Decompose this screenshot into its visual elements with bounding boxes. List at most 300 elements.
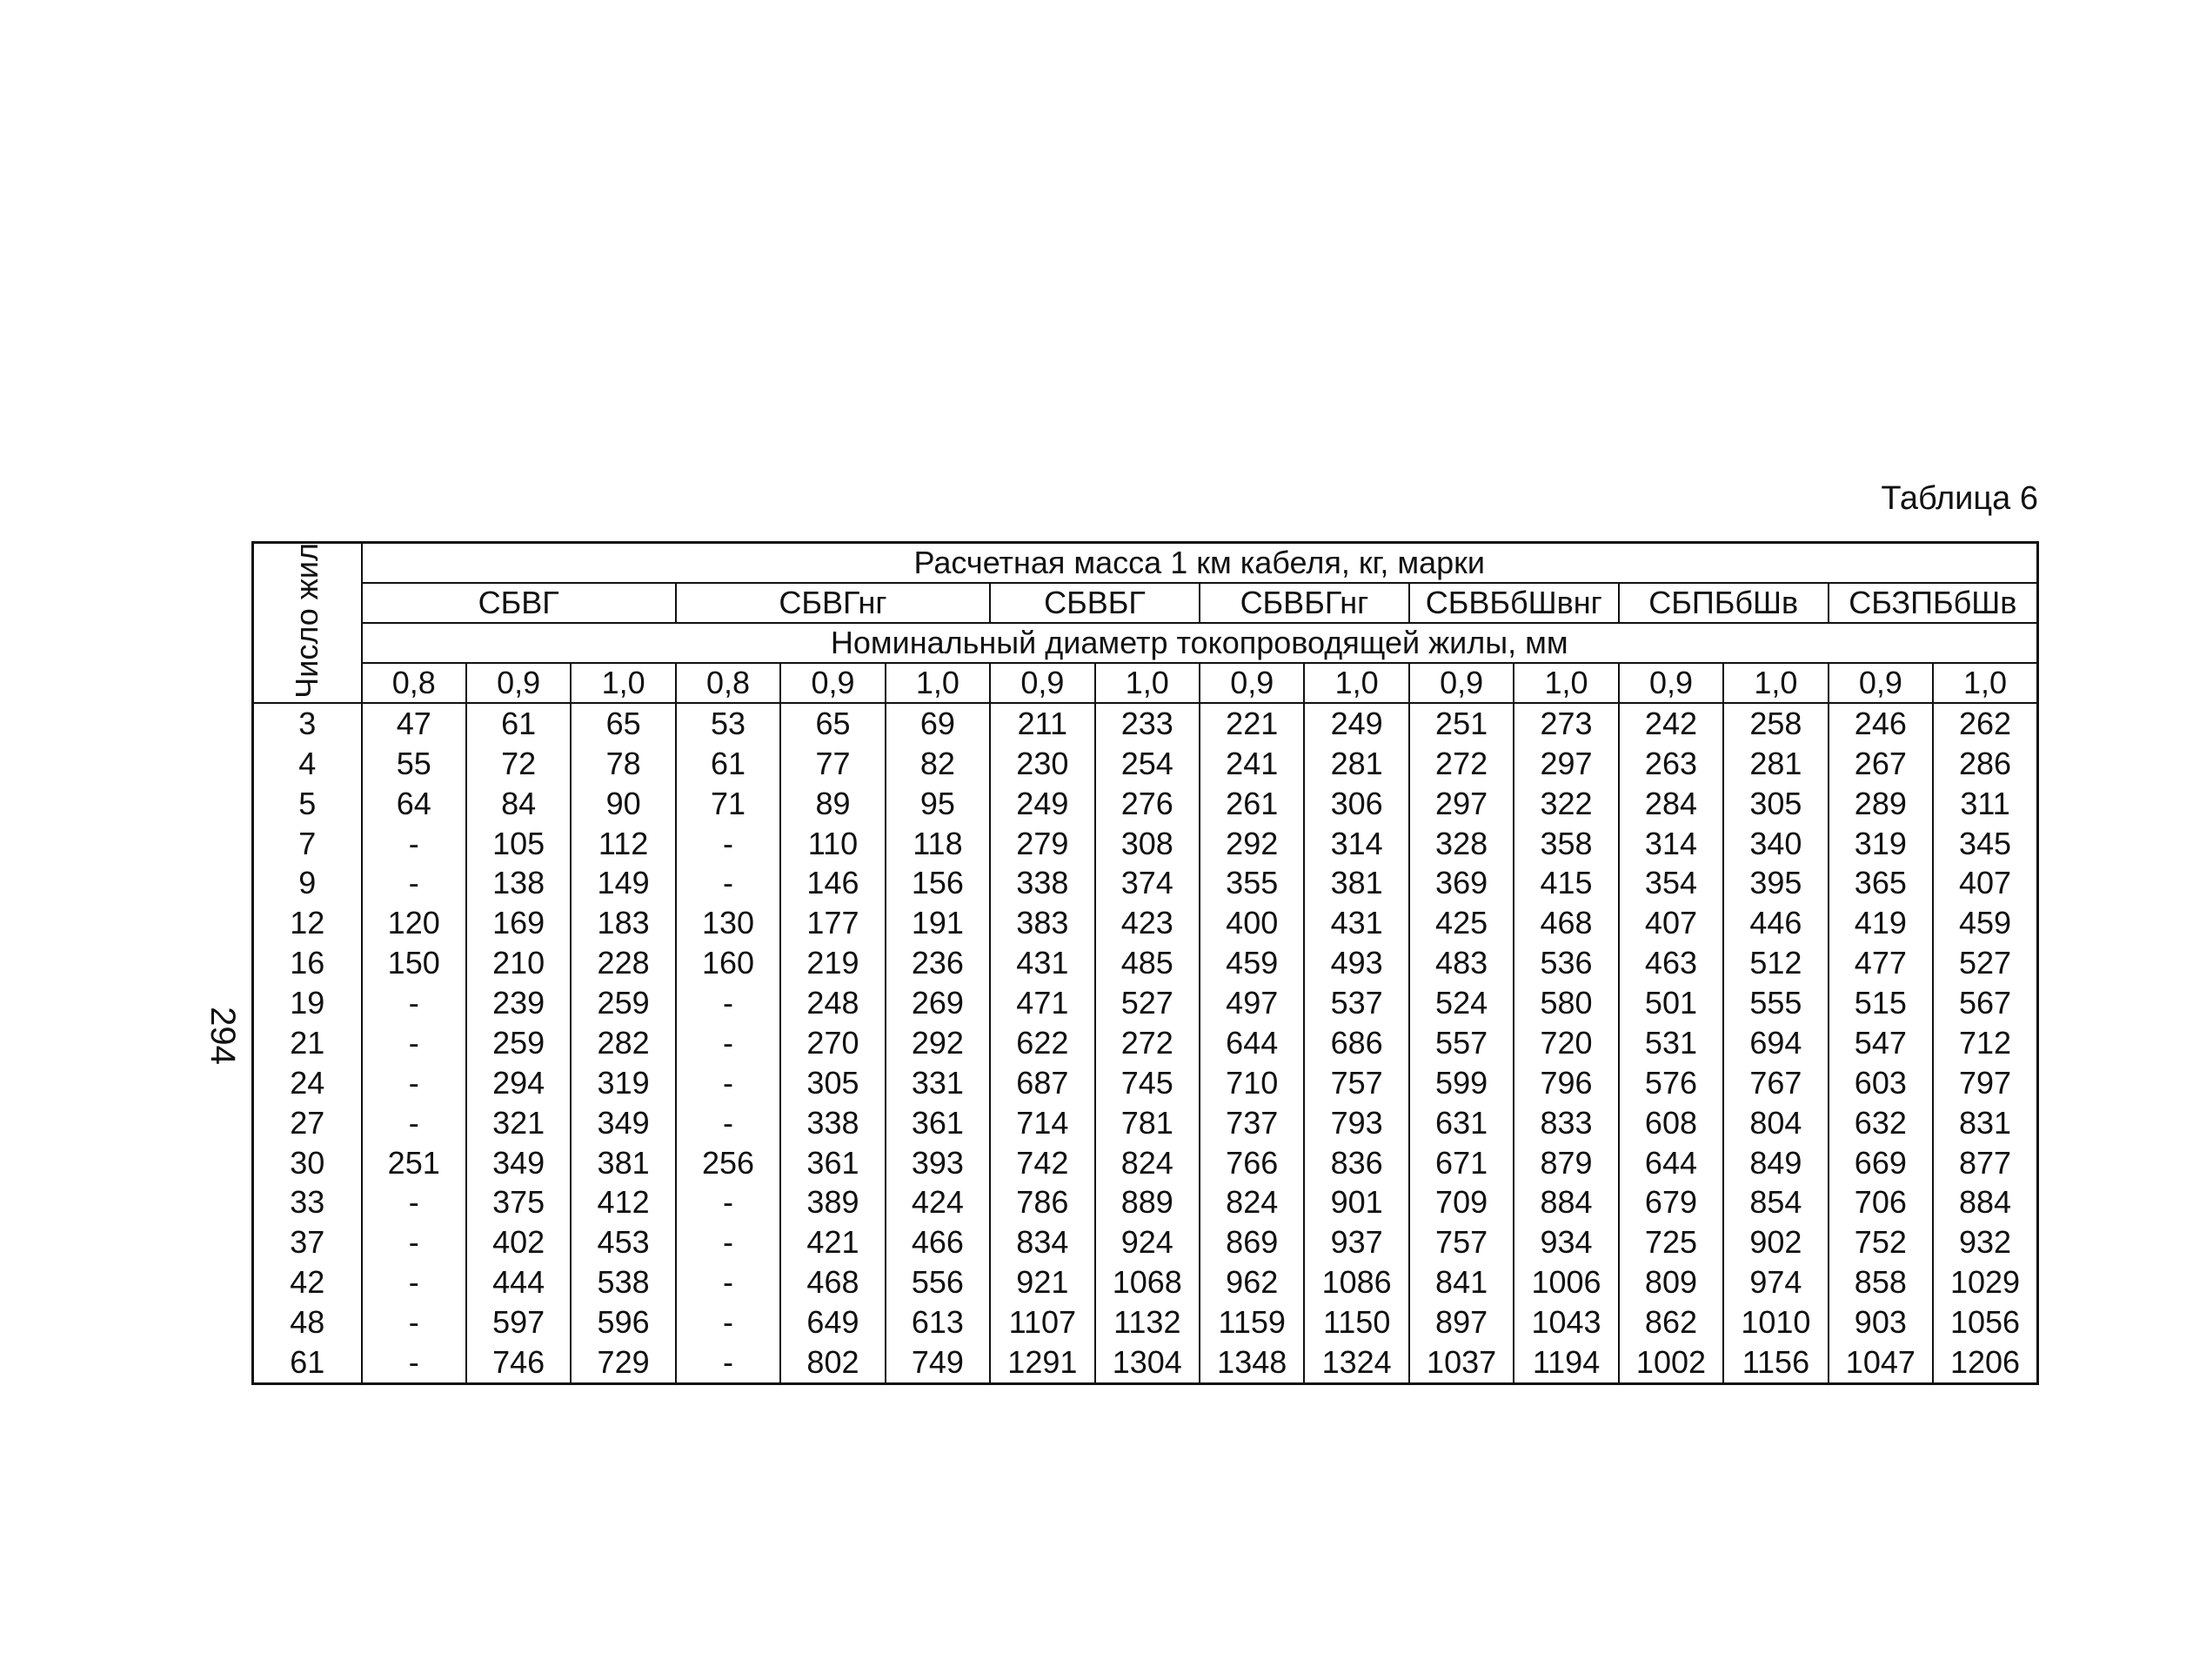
mass-cell: 757 bbox=[1409, 1222, 1514, 1262]
mass-cell: 61 bbox=[466, 703, 571, 744]
core-count-cell: 61 bbox=[253, 1342, 362, 1384]
mass-cell: 597 bbox=[466, 1302, 571, 1342]
mass-cell: 349 bbox=[571, 1103, 675, 1143]
mass-cell: 338 bbox=[780, 1103, 885, 1143]
mass-cell: 118 bbox=[886, 824, 990, 864]
mass-cell: 767 bbox=[1723, 1063, 1828, 1103]
mass-cell: 804 bbox=[1723, 1103, 1828, 1143]
mass-cell: 608 bbox=[1619, 1103, 1723, 1143]
mass-cell: 477 bbox=[1829, 943, 1933, 983]
mass-cell: 395 bbox=[1723, 864, 1828, 904]
mass-cell: 1156 bbox=[1723, 1342, 1828, 1384]
mass-cell: 89 bbox=[780, 784, 885, 824]
mass-cell: 1037 bbox=[1409, 1342, 1514, 1384]
mass-cell: 1291 bbox=[990, 1342, 1094, 1384]
mass-cell: 547 bbox=[1829, 1023, 1933, 1063]
mass-cell: 319 bbox=[1829, 824, 1933, 864]
mass-cell: 537 bbox=[1304, 983, 1408, 1023]
mass-cell: 809 bbox=[1619, 1262, 1723, 1302]
mass-cell: 105 bbox=[466, 824, 571, 864]
core-count-cell: 24 bbox=[253, 1063, 362, 1103]
mass-cell: 64 bbox=[362, 784, 466, 824]
mass-cell: 1324 bbox=[1304, 1342, 1408, 1384]
mass-cell: 603 bbox=[1829, 1063, 1933, 1103]
table-row bbox=[253, 703, 2038, 744]
diameter-header: 0,8 bbox=[362, 663, 466, 703]
mass-cell: 65 bbox=[571, 703, 675, 744]
mass-cell: 251 bbox=[1409, 703, 1514, 744]
mass-cell: 120 bbox=[362, 903, 466, 943]
mass-cell: 669 bbox=[1829, 1143, 1933, 1183]
mass-cell: 305 bbox=[1723, 784, 1828, 824]
mass-cell: 314 bbox=[1304, 824, 1408, 864]
mass-cell: 261 bbox=[1200, 784, 1304, 824]
mass-cell: - bbox=[362, 824, 466, 864]
mass-cell: - bbox=[676, 1342, 780, 1384]
mass-cell: 254 bbox=[1095, 744, 1200, 784]
mass-cell: 527 bbox=[1933, 943, 2037, 983]
mass-cell: 71 bbox=[676, 784, 780, 824]
mass-cell: 710 bbox=[1200, 1063, 1304, 1103]
diameter-header: 1,0 bbox=[1933, 663, 2037, 703]
mass-cell: 468 bbox=[780, 1262, 885, 1302]
table-row bbox=[253, 1103, 2038, 1143]
brand-header: СБВБГ bbox=[990, 583, 1200, 623]
mass-cell: 400 bbox=[1200, 903, 1304, 943]
mass-cell: 649 bbox=[780, 1302, 885, 1342]
mass-cell: 849 bbox=[1723, 1143, 1828, 1183]
mass-cell: 1194 bbox=[1514, 1342, 1618, 1384]
mass-cell: 72 bbox=[466, 744, 571, 784]
diameter-header: 0,9 bbox=[466, 663, 571, 703]
brand-header: СБВБбШвнг bbox=[1409, 583, 1619, 623]
mass-cell: 281 bbox=[1723, 744, 1828, 784]
mass-cell: 156 bbox=[886, 864, 990, 904]
mass-cell: 305 bbox=[780, 1063, 885, 1103]
brand-header: СБВГнг bbox=[676, 583, 990, 623]
mass-cell: - bbox=[676, 824, 780, 864]
mass-cell: 752 bbox=[1829, 1222, 1933, 1262]
mass-cell: 729 bbox=[571, 1342, 675, 1384]
mass-cell: 555 bbox=[1723, 983, 1828, 1023]
table-row bbox=[253, 1023, 2038, 1063]
mass-cell: - bbox=[362, 864, 466, 904]
mass-cell: 796 bbox=[1514, 1063, 1618, 1103]
core-count-cell: 3 bbox=[253, 703, 362, 744]
mass-cell: 567 bbox=[1933, 983, 2037, 1023]
diameter-header: 1,0 bbox=[1304, 663, 1408, 703]
diameter-subtitle: Номинальный диаметр токопроводящей жилы, мм bbox=[362, 623, 2038, 663]
mass-cell: 393 bbox=[886, 1143, 990, 1183]
mass-cell: 361 bbox=[780, 1143, 885, 1183]
mass-cell: 415 bbox=[1514, 864, 1618, 904]
table-row bbox=[253, 903, 2038, 943]
mass-cell: 423 bbox=[1095, 903, 1200, 943]
mass-cell: 321 bbox=[466, 1103, 571, 1143]
mass-cell: 383 bbox=[990, 903, 1094, 943]
mass-cell: 737 bbox=[1200, 1103, 1304, 1143]
core-count-cell: 21 bbox=[253, 1023, 362, 1063]
mass-cell: 824 bbox=[1200, 1183, 1304, 1223]
mass-cell: 1010 bbox=[1723, 1302, 1828, 1342]
mass-cell: 1304 bbox=[1095, 1342, 1200, 1384]
mass-cell: 1348 bbox=[1200, 1342, 1304, 1384]
mass-cell: 459 bbox=[1200, 943, 1304, 983]
mass-cell: 459 bbox=[1933, 903, 2037, 943]
core-count-cell: 27 bbox=[253, 1103, 362, 1143]
mass-cell: 421 bbox=[780, 1222, 885, 1262]
core-count-cell: 7 bbox=[253, 824, 362, 864]
mass-cell: 236 bbox=[886, 943, 990, 983]
mass-cell: 501 bbox=[1619, 983, 1723, 1023]
diameter-header: 1,0 bbox=[1723, 663, 1828, 703]
mass-cell: 884 bbox=[1514, 1183, 1618, 1223]
mass-cell: 599 bbox=[1409, 1063, 1514, 1103]
mass-cell: 322 bbox=[1514, 784, 1618, 824]
mass-cell: 319 bbox=[571, 1063, 675, 1103]
mass-cell: 877 bbox=[1933, 1143, 2037, 1183]
row-header-label: Число жил bbox=[289, 542, 325, 699]
core-count-cell: 16 bbox=[253, 943, 362, 983]
table-row bbox=[253, 1183, 2038, 1223]
mass-cell: 471 bbox=[990, 983, 1094, 1023]
mass-cell: 706 bbox=[1829, 1183, 1933, 1223]
mass-cell: 824 bbox=[1095, 1143, 1200, 1183]
diameter-header: 1,0 bbox=[1514, 663, 1618, 703]
mass-cell: 402 bbox=[466, 1222, 571, 1262]
core-count-cell: 30 bbox=[253, 1143, 362, 1183]
mass-cell: 361 bbox=[886, 1103, 990, 1143]
mass-cell: 292 bbox=[886, 1023, 990, 1063]
mass-cell: 497 bbox=[1200, 983, 1304, 1023]
mass-cell: 292 bbox=[1200, 824, 1304, 864]
mass-cell: 306 bbox=[1304, 784, 1408, 824]
mass-cell: 375 bbox=[466, 1183, 571, 1223]
diameter-header: 0,9 bbox=[1829, 663, 1933, 703]
mass-cell: 858 bbox=[1829, 1262, 1933, 1302]
table-row bbox=[253, 784, 2038, 824]
diameter-header: 0,9 bbox=[1200, 663, 1304, 703]
mass-cell: 419 bbox=[1829, 903, 1933, 943]
mass-cell: - bbox=[362, 1063, 466, 1103]
mass-cell: 687 bbox=[990, 1063, 1094, 1103]
table-row bbox=[253, 1262, 2038, 1302]
mass-cell: 389 bbox=[780, 1183, 885, 1223]
mass-cell: 444 bbox=[466, 1262, 571, 1302]
mass-cell: 82 bbox=[886, 744, 990, 784]
mass-cell: 262 bbox=[1933, 703, 2037, 744]
mass-cell: 374 bbox=[1095, 864, 1200, 904]
mass-cell: 781 bbox=[1095, 1103, 1200, 1143]
mass-cell: 631 bbox=[1409, 1103, 1514, 1143]
mass-cell: 596 bbox=[571, 1302, 675, 1342]
mass-cell: 286 bbox=[1933, 744, 2037, 784]
diameter-header: 0,8 bbox=[676, 663, 780, 703]
mass-cell: 331 bbox=[886, 1063, 990, 1103]
mass-cell: - bbox=[362, 1262, 466, 1302]
mass-cell: 1002 bbox=[1619, 1342, 1723, 1384]
mass-cell: 884 bbox=[1933, 1183, 2037, 1223]
mass-cell: 841 bbox=[1409, 1262, 1514, 1302]
mass-cell: 259 bbox=[466, 1023, 571, 1063]
mass-cell: 90 bbox=[571, 784, 675, 824]
core-count-cell: 48 bbox=[253, 1302, 362, 1342]
mass-cell: 308 bbox=[1095, 824, 1200, 864]
table-row bbox=[253, 1143, 2038, 1183]
diameter-header: 1,0 bbox=[571, 663, 675, 703]
mass-cell: 686 bbox=[1304, 1023, 1408, 1063]
mass-cell: 77 bbox=[780, 744, 885, 784]
mass-cell: 493 bbox=[1304, 943, 1408, 983]
mass-cell: 242 bbox=[1619, 703, 1723, 744]
mass-cell: 1043 bbox=[1514, 1302, 1618, 1342]
mass-cell: 282 bbox=[571, 1023, 675, 1063]
mass-cell: 279 bbox=[990, 824, 1094, 864]
brand-header: СБЗПБбШв bbox=[1829, 583, 2038, 623]
mass-cell: 836 bbox=[1304, 1143, 1408, 1183]
mass-cell: 1086 bbox=[1304, 1262, 1408, 1302]
mass-cell: 446 bbox=[1723, 903, 1828, 943]
mass-cell: 538 bbox=[571, 1262, 675, 1302]
mass-cell: 512 bbox=[1723, 943, 1828, 983]
mass-cell: 149 bbox=[571, 864, 675, 904]
mass-cell: 314 bbox=[1619, 824, 1723, 864]
mass-cell: 1132 bbox=[1095, 1302, 1200, 1342]
mass-cell: 901 bbox=[1304, 1183, 1408, 1223]
mass-cell: 431 bbox=[1304, 903, 1408, 943]
mass-cell: 425 bbox=[1409, 903, 1514, 943]
mass-cell: 527 bbox=[1095, 983, 1200, 1023]
mass-cell: - bbox=[676, 1183, 780, 1223]
diameter-header: 1,0 bbox=[886, 663, 990, 703]
table-row bbox=[253, 1302, 2038, 1342]
mass-cell: 424 bbox=[886, 1183, 990, 1223]
mass-cell: 412 bbox=[571, 1183, 675, 1223]
mass-cell: 1206 bbox=[1933, 1342, 2037, 1384]
mass-cell: - bbox=[676, 1222, 780, 1262]
mass-cell: 354 bbox=[1619, 864, 1723, 904]
mass-cell: 679 bbox=[1619, 1183, 1723, 1223]
mass-cell: 219 bbox=[780, 943, 885, 983]
mass-cell: 742 bbox=[990, 1143, 1094, 1183]
diameter-row bbox=[253, 663, 2038, 703]
mass-cell: 177 bbox=[780, 903, 885, 943]
table-caption: Таблица 6 bbox=[1881, 480, 2038, 517]
mass-cell: 258 bbox=[1723, 703, 1828, 744]
mass-cell: 536 bbox=[1514, 943, 1618, 983]
core-count-cell: 19 bbox=[253, 983, 362, 1023]
table-row bbox=[253, 1063, 2038, 1103]
page-number: 294 bbox=[203, 1007, 242, 1065]
mass-cell: 146 bbox=[780, 864, 885, 904]
mass-cell: 671 bbox=[1409, 1143, 1514, 1183]
mass-cell: 714 bbox=[990, 1103, 1094, 1143]
mass-cell: 289 bbox=[1829, 784, 1933, 824]
mass-cell: 712 bbox=[1933, 1023, 2037, 1063]
cable-mass-table bbox=[251, 541, 2039, 1385]
mass-cell: 273 bbox=[1514, 703, 1618, 744]
mass-cell: 802 bbox=[780, 1342, 885, 1384]
mass-cell: 903 bbox=[1829, 1302, 1933, 1342]
mass-cell: - bbox=[362, 1183, 466, 1223]
mass-cell: 365 bbox=[1829, 864, 1933, 904]
table-row bbox=[253, 1342, 2038, 1384]
mass-cell: 632 bbox=[1829, 1103, 1933, 1143]
mass-cell: - bbox=[676, 1103, 780, 1143]
mass-cell: 340 bbox=[1723, 824, 1828, 864]
mass-cell: 230 bbox=[990, 744, 1094, 784]
mass-cell: 407 bbox=[1619, 903, 1723, 943]
mass-cell: 338 bbox=[990, 864, 1094, 904]
mass-cell: 557 bbox=[1409, 1023, 1514, 1063]
mass-cell: 1056 bbox=[1933, 1302, 2037, 1342]
mass-cell: 831 bbox=[1933, 1103, 2037, 1143]
mass-cell: 1159 bbox=[1200, 1302, 1304, 1342]
mass-cell: 221 bbox=[1200, 703, 1304, 744]
mass-cell: 284 bbox=[1619, 784, 1723, 824]
mass-cell: 556 bbox=[886, 1262, 990, 1302]
mass-cell: 55 bbox=[362, 744, 466, 784]
table-row bbox=[253, 983, 2038, 1023]
mass-cell: 267 bbox=[1829, 744, 1933, 784]
brand-header: СБВГ bbox=[362, 583, 676, 623]
mass-cell: - bbox=[362, 1103, 466, 1143]
mass-cell: 249 bbox=[1304, 703, 1408, 744]
table-row bbox=[253, 824, 2038, 864]
mass-cell: 1006 bbox=[1514, 1262, 1618, 1302]
mass-cell: 150 bbox=[362, 943, 466, 983]
mass-cell: 924 bbox=[1095, 1222, 1200, 1262]
mass-cell: 746 bbox=[466, 1342, 571, 1384]
core-count-cell: 33 bbox=[253, 1183, 362, 1223]
diameter-header: 1,0 bbox=[1095, 663, 1200, 703]
mass-cell: 263 bbox=[1619, 744, 1723, 784]
diameter-header: 0,9 bbox=[1619, 663, 1723, 703]
mass-cell: 191 bbox=[886, 903, 990, 943]
mass-cell: 902 bbox=[1723, 1222, 1828, 1262]
core-count-cell: 5 bbox=[253, 784, 362, 824]
mass-cell: 468 bbox=[1514, 903, 1618, 943]
mass-cell: 211 bbox=[990, 703, 1094, 744]
mass-cell: 297 bbox=[1409, 784, 1514, 824]
table-row bbox=[253, 744, 2038, 784]
mass-cell: 53 bbox=[676, 703, 780, 744]
mass-cell: 622 bbox=[990, 1023, 1094, 1063]
mass-cell: 281 bbox=[1304, 744, 1408, 784]
mass-cell: 862 bbox=[1619, 1302, 1723, 1342]
mass-cell: 270 bbox=[780, 1023, 885, 1063]
mass-cell: 311 bbox=[1933, 784, 2037, 824]
mass-cell: 720 bbox=[1514, 1023, 1618, 1063]
table-row bbox=[253, 1222, 2038, 1262]
mass-cell: 869 bbox=[1200, 1222, 1304, 1262]
mass-cell: 725 bbox=[1619, 1222, 1723, 1262]
mass-cell: 84 bbox=[466, 784, 571, 824]
mass-cell: 483 bbox=[1409, 943, 1514, 983]
mass-cell: 249 bbox=[990, 784, 1094, 824]
mass-cell: 466 bbox=[886, 1222, 990, 1262]
row-header-cell bbox=[253, 543, 362, 704]
mass-cell: - bbox=[676, 1023, 780, 1063]
mass-cell: 613 bbox=[886, 1302, 990, 1342]
mass-cell: 407 bbox=[1933, 864, 2037, 904]
mass-cell: 932 bbox=[1933, 1222, 2037, 1262]
mass-cell: 272 bbox=[1095, 1023, 1200, 1063]
mass-cell: 515 bbox=[1829, 983, 1933, 1023]
mass-cell: 241 bbox=[1200, 744, 1304, 784]
mass-cell: 833 bbox=[1514, 1103, 1618, 1143]
mass-cell: 210 bbox=[466, 943, 571, 983]
mass-cell: 962 bbox=[1200, 1262, 1304, 1302]
mass-cell: 272 bbox=[1409, 744, 1514, 784]
mass-cell: 183 bbox=[571, 903, 675, 943]
core-count-cell: 4 bbox=[253, 744, 362, 784]
mass-cell: 138 bbox=[466, 864, 571, 904]
mass-cell: 937 bbox=[1304, 1222, 1408, 1262]
mass-cell: 1047 bbox=[1829, 1342, 1933, 1384]
mass-cell: 431 bbox=[990, 943, 1094, 983]
mass-cell: 644 bbox=[1200, 1023, 1304, 1063]
mass-cell: 355 bbox=[1200, 864, 1304, 904]
mass-cell: 345 bbox=[1933, 824, 2037, 864]
mass-cell: 369 bbox=[1409, 864, 1514, 904]
mass-cell: 580 bbox=[1514, 983, 1618, 1023]
diameter-header: 0,9 bbox=[780, 663, 885, 703]
core-count-cell: 42 bbox=[253, 1262, 362, 1302]
mass-cell: 269 bbox=[886, 983, 990, 1023]
mass-cell: 524 bbox=[1409, 983, 1514, 1023]
mass-cell: 349 bbox=[466, 1143, 571, 1183]
brand-header: СБПБбШв bbox=[1619, 583, 1829, 623]
table-body bbox=[253, 703, 2038, 1384]
mass-cell: 61 bbox=[676, 744, 780, 784]
core-count-cell: 37 bbox=[253, 1222, 362, 1262]
mass-cell: 485 bbox=[1095, 943, 1200, 983]
mass-cell: 1068 bbox=[1095, 1262, 1200, 1302]
mass-cell: 160 bbox=[676, 943, 780, 983]
diameter-header: 0,9 bbox=[1409, 663, 1514, 703]
mass-cell: 879 bbox=[1514, 1143, 1618, 1183]
mass-cell: - bbox=[362, 983, 466, 1023]
mass-cell: 531 bbox=[1619, 1023, 1723, 1063]
mass-cell: 934 bbox=[1514, 1222, 1618, 1262]
mass-cell: 248 bbox=[780, 983, 885, 1023]
mass-cell: 766 bbox=[1200, 1143, 1304, 1183]
mass-cell: - bbox=[362, 1023, 466, 1063]
mass-cell: 233 bbox=[1095, 703, 1200, 744]
mass-cell: 834 bbox=[990, 1222, 1094, 1262]
mass-cell: 95 bbox=[886, 784, 990, 824]
mass-cell: - bbox=[362, 1342, 466, 1384]
mass-cell: 381 bbox=[571, 1143, 675, 1183]
mass-cell: 78 bbox=[571, 744, 675, 784]
mass-cell: 644 bbox=[1619, 1143, 1723, 1183]
mass-cell: 745 bbox=[1095, 1063, 1200, 1103]
mass-cell: 110 bbox=[780, 824, 885, 864]
mass-cell: 694 bbox=[1723, 1023, 1828, 1063]
table-title: Расчетная масса 1 км кабеля, кг, марки bbox=[362, 543, 2038, 584]
mass-cell: 259 bbox=[571, 983, 675, 1023]
mass-cell: 47 bbox=[362, 703, 466, 744]
mass-cell: 854 bbox=[1723, 1183, 1828, 1223]
diameter-header: 0,9 bbox=[990, 663, 1094, 703]
mass-cell: 256 bbox=[676, 1143, 780, 1183]
mass-cell: 453 bbox=[571, 1222, 675, 1262]
mass-cell: 897 bbox=[1409, 1302, 1514, 1342]
mass-cell: - bbox=[676, 983, 780, 1023]
mass-cell: 786 bbox=[990, 1183, 1094, 1223]
mass-cell: 1150 bbox=[1304, 1302, 1408, 1342]
